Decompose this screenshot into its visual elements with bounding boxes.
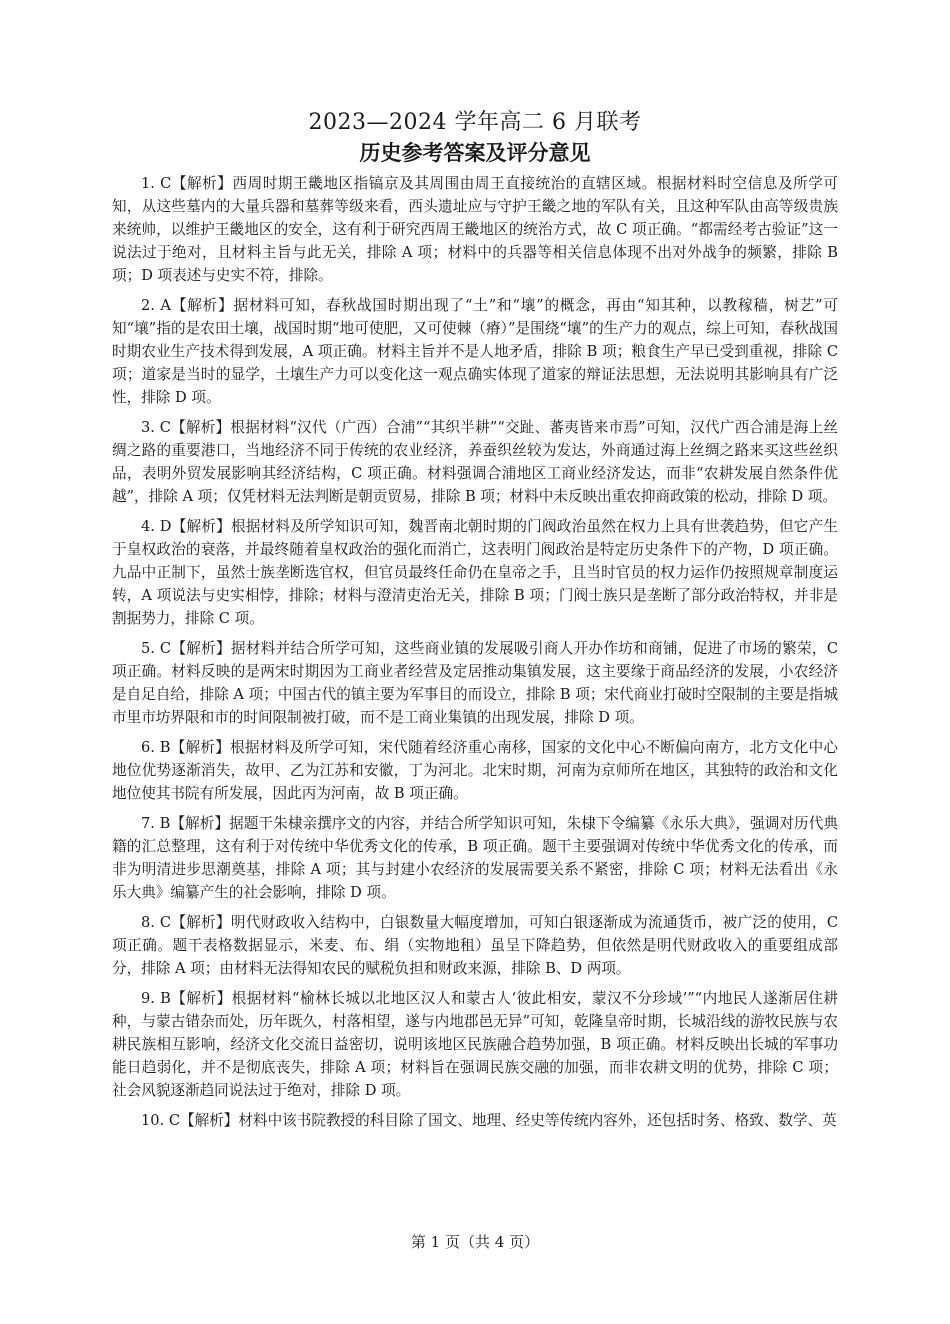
answer-item-1: 1. C【解析】西周时期王畿地区指镐京及其周围由周王直接统治的直辖区域。根据材料时空信息及所学可知，从这些墓内的大量兵器和墓葬等级来看，西头遗址应与守护王畿之地的军队有关，且这种军队由高等级贵族来统帅，以维护王畿地区的安全，这有利于研究西周王畿地区的统治方式，故 C 项正确。“都需经考古验证”这一说法过于绝对，且材料主旨与此无关，排除 A 项；材料中的兵器等相关信息体现不出对外战争的频繁，排除 B 项；D 项表述与史实不符，排除。: [112, 175, 838, 285]
answer-item-3: 3. C【解析】根据材料“汉代（广西）合浦”“其织半耕”“交趾、蕃夷皆来市焉”可知，汉代广西合浦是海上丝绸之路的重要港口，当地经济不同于传统的农业经济，养蚕织丝较为发达，外商通过海上丝绸之路来买这些丝织品，表明外贸发展影响其经济结构，C 项正确。材料强调合浦地区工商业经济发达，而非“农耕发展自然条件优越”，排除 A 项；仅凭材料无法判断是朝贡贸易，排除 B 项；材料中未反映出重农抑商政策的松动，排除 D 项。: [112, 419, 838, 506]
answer-item-4: 4. D【解析】根据材料及所学知识可知，魏晋南北朝时期的门阀政治虽然在权力上具有世袭趋势，但它产生于皇权政治的衰落，并最终随着皇权政治的强化而消亡，这表明门阀政治是特定历史条件下的产物，D 项正确。九品中正制下，虽然士族垄断选官权，但官员最终任命仍在皇帝之手，且当时官员的权力运作仍按照规章制度运转，A 项说法与史实相悖，排除；材料与澄清吏治无关，排除 B 项；门阀士族只是垄断了部分政治特权，并非是割据势力，排除 C 项。: [112, 518, 838, 628]
answer-item-5: 5. C【解析】据材料并结合所学可知，这些商业镇的发展吸引商人开办作坊和商铺，促进了市场的繁荣，C 项正确。材料反映的是两宋时期因为工商业者经营及定居推动集镇发展，这主要缘于商品经济的发展，小农经济是自足自给，排除 A 项；中国古代的镇主要为军事目的而设立，排除 B 项；宋代商业打破时空限制的主要是指城市里市坊界限和市的时间限制被打破，而不是工商业集镇的出现发展，排除 D 项。: [112, 640, 838, 727]
answer-item-10: 10. C【解析】材料中该书院教授的科目除了国文、地理、经史等传统内容外，还包括时务、格致、数学、英: [141, 1111, 837, 1129]
answer-item-2: 2. A【解析】据材料可知，春秋战国时期出现了“土”和“壤”的概念，再由“知其种，以教稼穑，树艺”可知“壤”指的是农田土壤，战国时期“地可使肥，又可使棘（瘠）”是围绕“壤”的生产力的观点，综上可知，春秋战国时期农业生产技术得到发展，A 项正确。材料主旨并不是人地矛盾，排除 B 项；粮食生产早已受到重视，排除 C 项；道家是当时的显学，土壤生产力可以变化这一观点确实体现了道家的辩证法思想，无法说明其影响具有广泛性，排除 D 项。: [112, 297, 838, 407]
page-number: 第 1 页（共 4 页）: [410, 1233, 540, 1251]
answer-item-8: 8. C【解析】明代财政收入结构中，白银数量大幅度增加，可知白银逐渐成为流通货币，被广泛的使用，C 项正确。题干表格数据显示，米麦、布、绢（实物地租）虽呈下降趋势，但依然是明代财政收入的重要组成部分，排除 A 项；由材料无法得知农民的赋税负担和财政来源，排除 B、D 两项。: [112, 913, 838, 978]
answer-item-6: 6. B【解析】根据材料及所学可知，宋代随着经济重心南移，国家的文化中心不断偏向南方，北方文化中心地位优势逐渐消失，故甲、乙为江苏和安徽，丁为河北。北宋时期，河南为京师所在地区，其独特的政治和文化地位使其书院有所发展，因此丙为河南，故 B 项正确。: [112, 739, 838, 803]
document-subtitle: 历史参考答案及评分意见: [359, 140, 591, 165]
answer-sheet-page: [112, 108, 838, 1132]
answer-item-7: 7. B【解析】据题干朱棣亲撰序文的内容，并结合所学知识可知，朱棣下令编纂《永乐大典》，强调对历代典籍的汇总整理，这有利于对传统中华优秀文化的传承，B 项正确。题干主要强调对传统中华优秀文化的传承，而非为明清进步思潮奠基，排除 A 项；其与封建小农经济的发展需要关系不紧密，排除 C 项；材料无法看出《永乐大典》编纂产生的社会影响，排除 D 项。: [112, 815, 838, 902]
answer-item-9: 9. B【解析】根据材料“榆林长城以北地区汉人和蒙古人‘彼此相安，蒙汉不分珍域’”“内地民人遂渐居住耕种，与蒙古错杂而处，历年既久，村落相望，遂与内地郡邑无异”可知，乾隆皇帝时期，长城沿线的游牧民族与农耕民族相互影响，经济文化交流日益密切，说明该地区民族融合趋势加强，B 项正确。材料反映出长城的军事功能日趋弱化，并不是彻底丧失，排除 A 项；材料旨在强调民族交融的加强，而非农耕文明的优势，排除 C 项；社会风貌逐渐趋同说法过于绝对，排除 D 项。: [112, 989, 838, 1100]
exam-title: 2023—2024 学年高二 6 月联考: [308, 110, 642, 135]
